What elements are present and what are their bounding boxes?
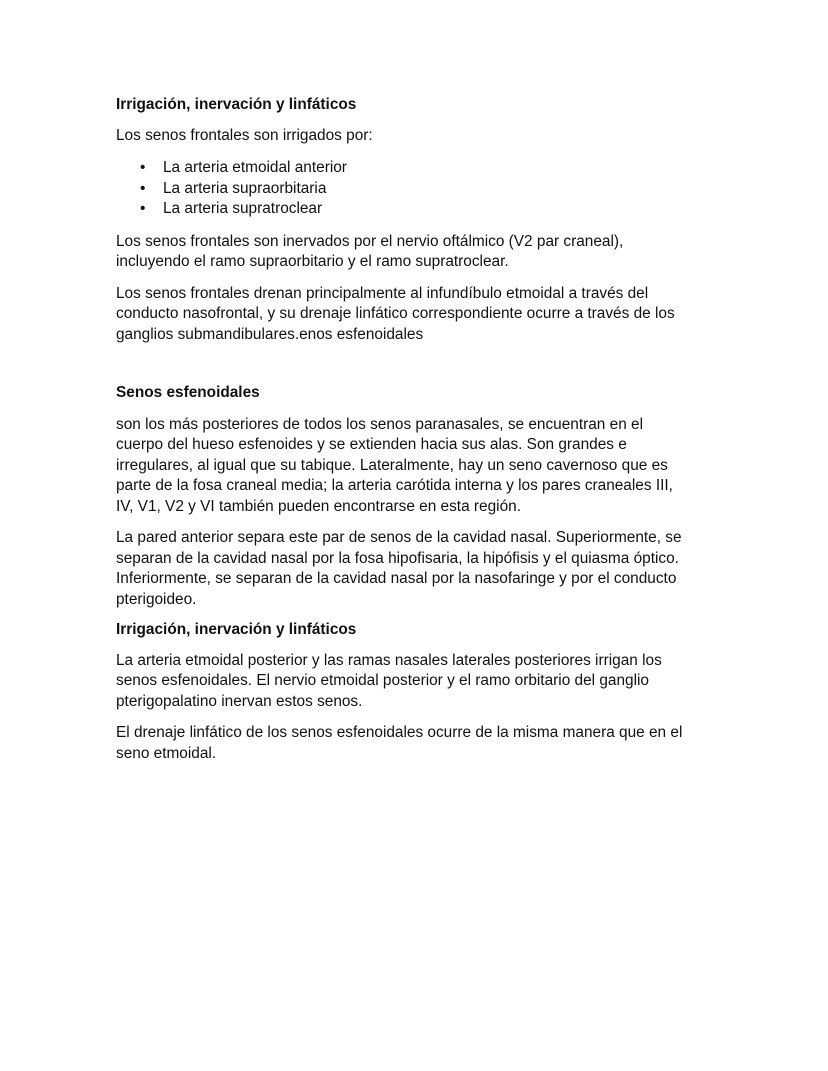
list-item: • La arteria supraorbitaria: [116, 179, 726, 200]
anterior-wall-paragraph: La pared anterior separa este par de senos de la cavidad nasal. Superiormente, se separan de la cavidad nasal por la fosa hipofisaria, la hipófisis y el quiasma óptico. Inferiormente, se separan de la cavidad nasal por la nasofaringe y por el conducto pterigoideo.: [116, 529, 682, 608]
sphenoid-irrigation-paragraph: La arteria etmoidal posterior y las ramas nasales laterales posteriores irrigan los senos esfenoidales. El nervio etmoidal posterior y el ramo orbitario del ganglio pterigopalatino inervan estos senos.: [116, 651, 662, 710]
bullet-icon: •: [140, 179, 146, 197]
innervation-paragraph: Los senos frontales son inervados por el nervio oftálmico (V2 par craneal), incluyendo el ramo supraorbitario y el ramo supratroclear.: [116, 232, 624, 270]
section-heading-irrigacion-frontal: Irrigación, inervación y linfáticos: [116, 96, 357, 113]
sphenoid-drainage-paragraph: El drenaje linfático de los senos esfenoidales ocurre de la misma manera que en el seno etmoidal.: [116, 724, 683, 762]
bullet-icon: •: [140, 200, 146, 217]
list-item: • La arteria etmoidal anterior: [116, 158, 726, 179]
bullet-icon: •: [140, 159, 146, 176]
document-page: [116, 95, 726, 764]
intro-paragraph: Los senos frontales son irrigados por:: [116, 126, 373, 144]
sphenoid-description-paragraph: son los más posteriores de todos los senos paranasales, se encuentran en el cuerpo del hueso esfenoides y se extienden hacia sus alas. Son grandes e irregulares, al igual que su tabique. Lateralmente, hay un seno cavernoso que es parte de la fosa craneal media; la arteria carótida interna y los pares craneales III, IV, V1, V2 y VI también pueden encontrarse en esta región.: [116, 415, 673, 515]
section-heading-senos-esfenoidales: Senos esfenoidales: [116, 384, 260, 401]
drainage-paragraph: Los senos frontales drenan principalmente al infundíbulo etmoidal a través del conducto nasofrontal, y su drenaje linfático correspondiente ocurre a través de los ganglios submandibulares.enos esfenoidales: [116, 284, 675, 343]
arteries-list: [116, 158, 726, 220]
section-heading-irrigacion-esfenoidal: Irrigación, inervación y linfáticos: [116, 621, 357, 638]
list-item: • La arteria supratroclear: [116, 199, 726, 220]
